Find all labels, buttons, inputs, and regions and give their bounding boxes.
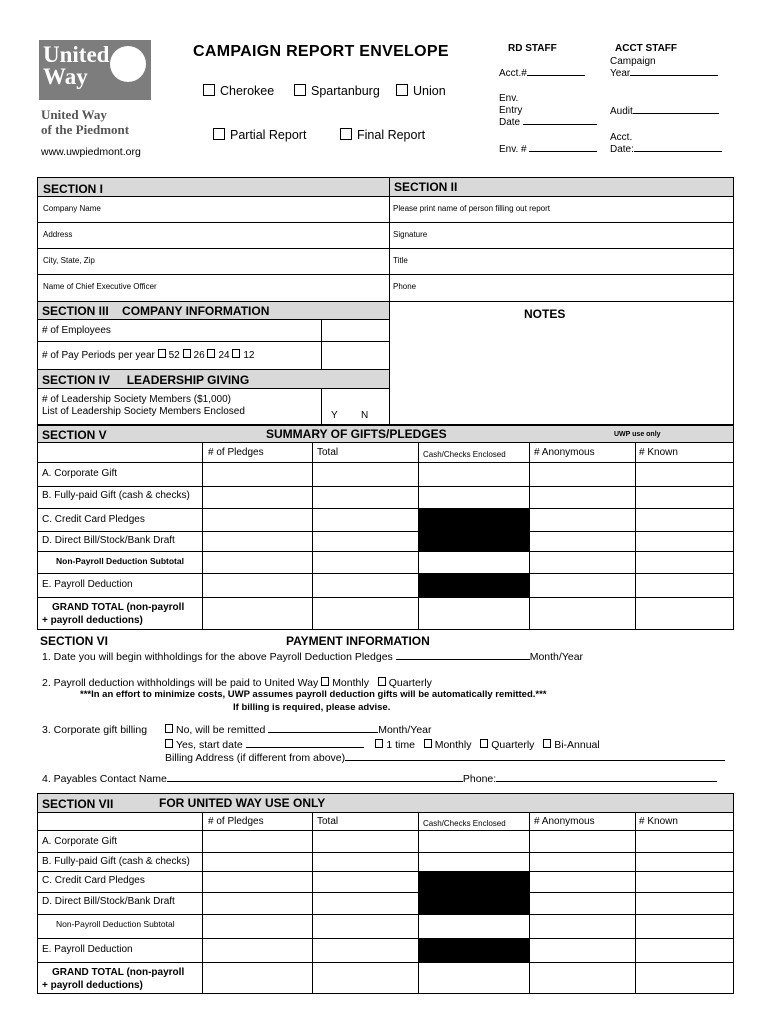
payroll-remit-field[interactable]: 2. Payroll deduction withholdings will be paid to United Way Monthly Quarterly bbox=[42, 677, 432, 689]
row-direct-bill: D. Direct Bill/Stock/Bank Draft bbox=[42, 535, 175, 546]
s7-col-known: # Known bbox=[639, 816, 678, 827]
county-cherokee[interactable]: Cherokee bbox=[203, 84, 274, 98]
checkbox-icon[interactable] bbox=[294, 84, 306, 96]
leadership-no[interactable]: N bbox=[361, 410, 369, 421]
withholding-date-field[interactable]: 1. Date you will begin withholdings for the above Payroll Deduction Pledges Month/Year bbox=[42, 651, 584, 663]
section-1-title: SECTION I bbox=[37, 177, 390, 197]
county-union[interactable]: Union bbox=[396, 84, 446, 98]
row-corporate-gift: A. Corporate Gift bbox=[42, 468, 118, 479]
billing-address-field[interactable]: Billing Address (if different from above) bbox=[165, 752, 725, 764]
acct-campaign-year[interactable]: Campaign Year bbox=[610, 56, 718, 80]
s7-col-pledges: # of Pledges bbox=[208, 816, 264, 827]
section-7-subtitle: FOR UNITED WAY USE ONLY bbox=[159, 796, 326, 810]
address-field[interactable]: Address bbox=[43, 230, 73, 239]
rd-staff-heading: RD STAFF bbox=[508, 43, 557, 54]
row-credit-card: C. Credit Card Pledges bbox=[42, 514, 145, 525]
notes-title: NOTES bbox=[524, 307, 566, 321]
payables-contact-field[interactable]: 4. Payables Contact Name Phone: bbox=[42, 773, 717, 785]
s7-col-total: Total bbox=[317, 816, 339, 827]
col-anonymous: # Anonymous bbox=[534, 447, 595, 458]
employees-field[interactable]: # of Employees bbox=[42, 325, 111, 336]
billing-note: If billing is required, please advise. bbox=[233, 702, 391, 713]
rd-env-entry-label: Env. Entry Date bbox=[499, 93, 597, 129]
row-payroll: E. Payroll Deduction bbox=[42, 579, 133, 590]
shaded-cell bbox=[419, 939, 529, 962]
checkbox-icon[interactable] bbox=[396, 84, 408, 96]
acct-staff-heading: ACCT STAFF bbox=[615, 43, 678, 54]
preparer-name-field[interactable]: Please print name of person filling out report bbox=[393, 204, 550, 213]
acct-date-field[interactable]: Acct. Date: bbox=[610, 132, 722, 156]
website: www.uwpiedmont.org bbox=[41, 146, 141, 158]
section-4-title: SECTION IV LEADERSHIP GIVING bbox=[37, 369, 390, 389]
s7-row-corporate-gift: A. Corporate Gift bbox=[42, 836, 118, 847]
s7-row-non-payroll-subtotal: Non-Payroll Deduction Subtotal bbox=[56, 919, 175, 929]
shaded-cell bbox=[419, 509, 529, 551]
partial-report-option[interactable]: Partial Report bbox=[213, 128, 306, 142]
signature-field[interactable]: Signature bbox=[393, 230, 428, 239]
leadership-yes[interactable]: Y bbox=[331, 410, 338, 421]
s7-col-cash: Cash/Checks Enclosed bbox=[423, 819, 506, 828]
ceo-name-field[interactable]: Name of Chief Executive Officer bbox=[43, 282, 157, 291]
city-state-zip-field[interactable]: City, State, Zip bbox=[43, 256, 95, 265]
pay-periods-field[interactable]: # of Pay Periods per year 52 26 24 12 bbox=[42, 350, 255, 361]
final-report-option[interactable]: Final Report bbox=[340, 128, 425, 142]
leadership-fields[interactable]: # of Leadership Society Members ($1,000) List of Leadership Society Members Enclosed bbox=[42, 394, 245, 417]
s7-row-grand-total: GRAND TOTAL (non-payroll + payroll deductions) bbox=[42, 967, 185, 991]
checkbox-icon[interactable] bbox=[203, 84, 215, 96]
uwp-use-note: UWP use only bbox=[614, 431, 661, 438]
shaded-cell bbox=[419, 574, 529, 597]
col-pledges: # of Pledges bbox=[208, 447, 264, 458]
shaded-cell bbox=[419, 872, 529, 914]
col-known: # Known bbox=[639, 447, 678, 458]
county-spartanburg[interactable]: Spartanburg bbox=[294, 84, 380, 98]
section-7-table bbox=[37, 793, 734, 994]
row-fully-paid: B. Fully-paid Gift (cash & checks) bbox=[42, 490, 190, 501]
corporate-billing-label: 3. Corporate gift billing bbox=[42, 724, 148, 736]
row-non-payroll-subtotal: Non-Payroll Deduction Subtotal bbox=[56, 556, 184, 566]
s7-row-credit-card: C. Credit Card Pledges bbox=[42, 875, 145, 886]
s7-row-direct-bill: D. Direct Bill/Stock/Bank Draft bbox=[42, 896, 175, 907]
section-6-subtitle: PAYMENT INFORMATION bbox=[286, 634, 430, 648]
logo-subtitle: United Way of the Piedmont bbox=[41, 107, 130, 137]
section-6-title: SECTION VI bbox=[40, 634, 109, 648]
col-cash: Cash/Checks Enclosed bbox=[423, 450, 506, 459]
logo-emblem-icon bbox=[110, 46, 146, 82]
s7-row-fully-paid: B. Fully-paid Gift (cash & checks) bbox=[42, 856, 190, 867]
remit-note: ***In an effort to minimize costs, UWP assumes payroll deduction gifts will be automatically remitted.*** bbox=[80, 689, 547, 700]
section-2-title: SECTION II bbox=[389, 177, 734, 197]
phone-field[interactable]: Phone bbox=[393, 282, 417, 291]
page-title: CAMPAIGN REPORT ENVELOPE bbox=[193, 43, 449, 60]
company-name-field[interactable]: Company Name bbox=[43, 204, 101, 213]
col-total: Total bbox=[317, 447, 339, 458]
section-5-subtitle: SUMMARY OF GIFTS/PLEDGES bbox=[266, 427, 447, 441]
s7-col-anonymous: # Anonymous bbox=[534, 816, 595, 827]
section-3-title: SECTION III COMPANY INFORMATION bbox=[37, 301, 390, 320]
checkbox-icon[interactable] bbox=[340, 128, 352, 140]
checkbox-icon[interactable] bbox=[213, 128, 225, 140]
acct-audit-field[interactable]: Audit bbox=[610, 106, 719, 118]
s7-row-payroll: E. Payroll Deduction bbox=[42, 944, 133, 955]
logo-text: United Way bbox=[43, 42, 110, 89]
billing-no-option[interactable]: No, will be remitted Month/Year bbox=[165, 724, 432, 736]
rd-acct-field[interactable]: Acct.# bbox=[499, 68, 585, 80]
rd-env-number-field[interactable]: Env. # bbox=[499, 144, 597, 156]
billing-yes-option[interactable]: Yes, start date 1 time Monthly Quarterly Bi-Annual bbox=[165, 739, 600, 751]
row-grand-total: GRAND TOTAL (non-payroll + payroll deductions) bbox=[42, 602, 185, 626]
title-field[interactable]: Title bbox=[393, 256, 408, 265]
section-5-title: SECTION V bbox=[37, 425, 734, 443]
section-7-title: SECTION VII bbox=[37, 793, 734, 813]
section-5-table bbox=[37, 425, 734, 630]
